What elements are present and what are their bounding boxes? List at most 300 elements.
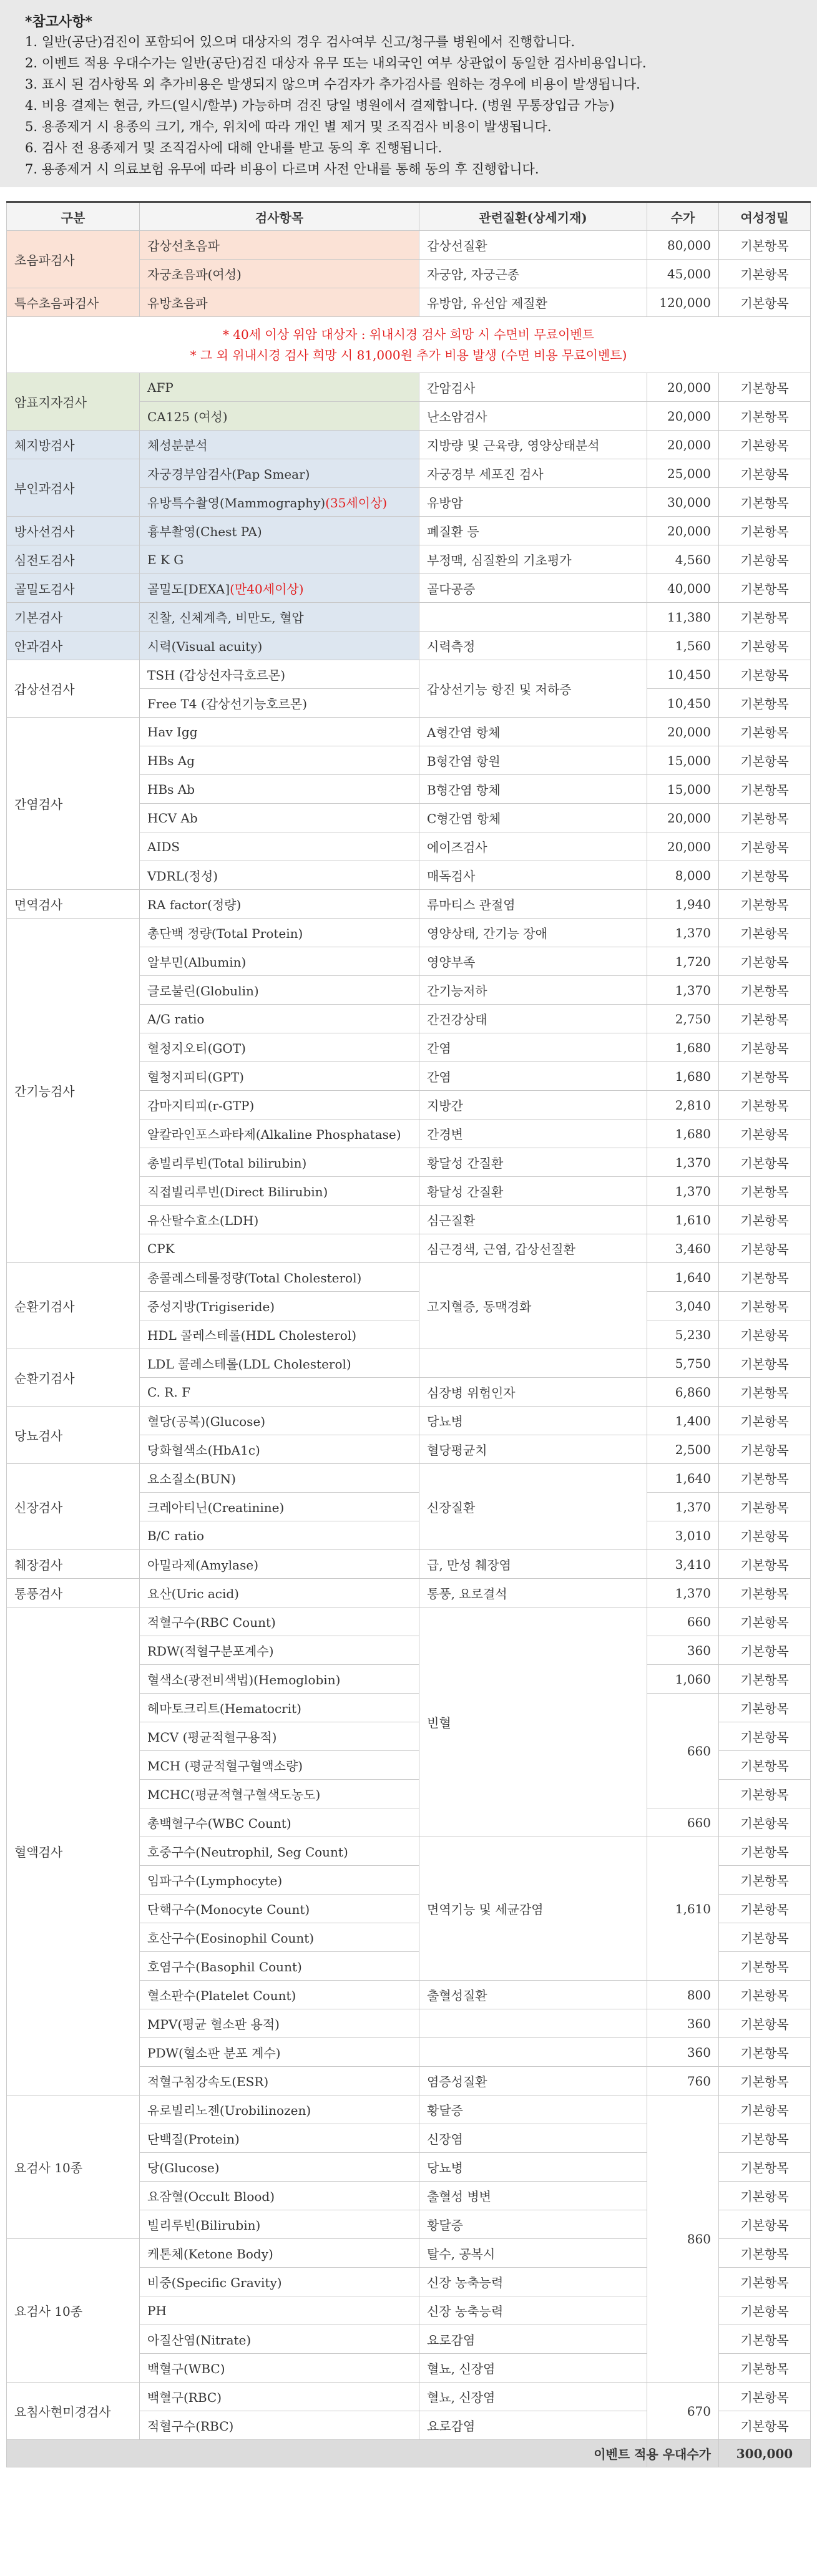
related-disease-cell [419, 1349, 647, 1378]
fee-cell: 3,010 [647, 1521, 719, 1550]
test-item-cell [140, 373, 419, 402]
table-row [7, 1550, 811, 1579]
basic-item-cell: 기본항목 [719, 775, 811, 804]
test-item-cell [140, 517, 419, 545]
basic-item-cell: 기본항목 [719, 2383, 811, 2411]
test-item-cell [140, 2411, 419, 2440]
category-cell: 간기능검사 [7, 919, 140, 1263]
fee-cell: 660 [647, 1608, 719, 1636]
category-cell: 간염검사 [7, 718, 140, 890]
test-item-cell [140, 1837, 419, 1866]
fee-cell: 1,610 [647, 1206, 719, 1234]
notice-row [7, 317, 811, 373]
related-disease-cell: B형간염 항원 [419, 746, 647, 775]
test-item-name: A/G ratio [147, 1011, 205, 1027]
test-item-cell [140, 1923, 419, 1952]
related-disease-cell: 지방간 [419, 1091, 647, 1120]
test-item-name: 골밀도[DEXA] [147, 582, 230, 597]
related-disease-cell: 간기능저하 [419, 976, 647, 1005]
fee-cell: 3,460 [647, 1234, 719, 1263]
basic-item-cell: 기본항목 [719, 1866, 811, 1895]
category-cell: 체지방검사 [7, 431, 140, 459]
related-disease-cell: 에이즈검사 [419, 832, 647, 861]
test-item-cell [140, 603, 419, 632]
table-row [7, 459, 811, 488]
related-disease-cell: B형간염 항체 [419, 775, 647, 804]
test-item-cell [140, 2038, 419, 2067]
basic-item-cell: 기본항목 [719, 1005, 811, 1033]
fee-cell: 1,060 [647, 1665, 719, 1694]
basic-item-cell: 기본항목 [719, 2239, 811, 2268]
fee-cell: 1,370 [647, 1493, 719, 1521]
basic-item-cell: 기본항목 [719, 1292, 811, 1320]
basic-item-cell: 기본항목 [719, 832, 811, 861]
test-item-cell [140, 1033, 419, 1062]
test-item-cell [140, 1751, 419, 1780]
related-disease-cell: C형간염 항체 [419, 804, 647, 832]
test-item-cell [140, 1981, 419, 2009]
basic-item-cell: 기본항목 [719, 1694, 811, 1722]
basic-item-cell: 기본항목 [719, 1579, 811, 1608]
test-item-cell [140, 804, 419, 832]
test-item-cell [140, 574, 419, 603]
test-item-name: 적혈구수(RBC Count) [147, 1615, 276, 1630]
exam-table-body [7, 202, 811, 2467]
related-disease-cell [419, 2009, 647, 2038]
basic-item-cell: 기본항목 [719, 1751, 811, 1780]
test-item-name: 갑상선초음파 [147, 238, 220, 253]
basic-item-cell: 기본항목 [719, 1378, 811, 1407]
test-item-cell [140, 1062, 419, 1091]
test-item-name: 혈청지피티(GPT) [147, 1070, 244, 1085]
basic-item-cell: 기본항목 [719, 1665, 811, 1694]
test-item-name: 호산구수(Eosinophil Count) [147, 1931, 315, 1946]
category-cell: 심전도검사 [7, 545, 140, 574]
test-item-name: 아밀라제(Amylase) [147, 1558, 259, 1573]
test-item-name: 체성분분석 [147, 438, 208, 453]
test-item-cell [140, 1292, 419, 1320]
note-line: 7. 용종제거 시 의료보험 유무에 따라 비용이 다르며 사전 안내를 통해 동의 후 진행합니다. [25, 162, 539, 177]
fee-cell: 1,400 [647, 1407, 719, 1435]
test-item-name: 유방특수촬영(Mammography) [147, 495, 326, 510]
header-fee: 수가 [647, 202, 719, 231]
basic-item-cell: 기본항목 [719, 1120, 811, 1148]
category-cell: 방사선검사 [7, 517, 140, 545]
header-related-disease: 관련질환(상세기재) [419, 202, 647, 231]
footer-total: 300,000 [719, 2440, 811, 2467]
test-item-cell [140, 976, 419, 1005]
note-line: 4. 비용 결제는 현금, 카드(일시/할부) 가능하며 검진 당일 병원에서 결제합니다. (병원 무통장입금 가능) [25, 98, 615, 113]
related-disease-cell: 갑상선질환 [419, 231, 647, 260]
related-disease-cell: 간염 [419, 1033, 647, 1062]
table-footer-row [7, 2440, 811, 2467]
basic-item-cell: 기본항목 [719, 288, 811, 317]
basic-item-cell: 기본항목 [719, 1206, 811, 1234]
category-cell: 부인과검사 [7, 459, 140, 517]
related-disease-cell: 신장염 [419, 2124, 647, 2153]
exam-price-table [6, 201, 811, 2467]
basic-item-cell: 기본항목 [719, 459, 811, 488]
basic-item-cell: 기본항목 [719, 1234, 811, 1263]
basic-item-cell: 기본항목 [719, 804, 811, 832]
basic-item-cell: 기본항목 [719, 2038, 811, 2067]
basic-item-cell: 기본항목 [719, 1062, 811, 1091]
fee-cell: 15,000 [647, 775, 719, 804]
test-item-cell [140, 1694, 419, 1722]
related-disease-cell: 출혈성 병변 [419, 2182, 647, 2210]
test-item-cell [140, 1636, 419, 1665]
test-item-cell [140, 488, 419, 517]
test-item-cell [140, 2296, 419, 2325]
basic-item-cell: 기본항목 [719, 2095, 811, 2124]
table-row [7, 517, 811, 545]
test-item-cell [140, 1177, 419, 1206]
table-row [7, 1407, 811, 1435]
test-item-cell [140, 1579, 419, 1608]
basic-item-cell: 기본항목 [719, 2182, 811, 2210]
test-item-name: 케톤체(Ketone Body) [147, 2247, 273, 2261]
test-item-name: 총콜레스테롤정량(Total Cholesterol) [147, 1271, 362, 1286]
basic-item-cell: 기본항목 [719, 2153, 811, 2182]
related-disease-cell: 난소암검사 [419, 402, 647, 431]
test-item-cell [140, 459, 419, 488]
test-item-cell [140, 1608, 419, 1636]
test-item-cell [140, 231, 419, 260]
test-item-name: 알부민(Albumin) [147, 955, 247, 970]
test-item-name: 혈소판수(Platelet Count) [147, 1988, 296, 2003]
test-item-name: 총단백 정량(Total Protein) [147, 926, 303, 941]
test-item-cell [140, 2067, 419, 2095]
test-item-name: 당화혈색소(HbA1c) [147, 1443, 260, 1458]
basic-item-cell: 기본항목 [719, 861, 811, 890]
related-disease-cell: 자궁암, 자궁근종 [419, 260, 647, 288]
test-item-cell [140, 832, 419, 861]
basic-item-cell: 기본항목 [719, 1091, 811, 1120]
related-disease-cell: 지방량 및 근육량, 영양상태분석 [419, 431, 647, 459]
test-item-name: E K G [147, 552, 184, 567]
test-item-cell [140, 1120, 419, 1148]
related-disease-cell [419, 603, 647, 632]
table-row [7, 231, 811, 260]
basic-item-cell: 기본항목 [719, 2296, 811, 2325]
basic-item-cell: 기본항목 [719, 1407, 811, 1435]
basic-item-cell: 기본항목 [719, 1148, 811, 1177]
related-disease-cell: 간염 [419, 1062, 647, 1091]
basic-item-cell: 기본항목 [719, 2210, 811, 2239]
test-item-cell [140, 1407, 419, 1435]
test-item-cell [140, 746, 419, 775]
fee-cell: 3,410 [647, 1550, 719, 1579]
basic-item-cell: 기본항목 [719, 2325, 811, 2354]
test-item-name: Free T4 (갑상선기능호르몬) [147, 696, 308, 711]
fee-cell: 45,000 [647, 260, 719, 288]
related-disease-cell: 간암검사 [419, 373, 647, 402]
related-disease-cell: 혈뇨, 신장염 [419, 2354, 647, 2383]
test-item-name: 총빌리루빈(Total bilirubin) [147, 1156, 307, 1171]
test-item-name: 유방초음파 [147, 296, 208, 311]
test-item-cell [140, 2325, 419, 2354]
test-item-name: 흉부촬영(Chest PA) [147, 524, 262, 539]
test-item-name: 직접빌리루빈(Direct Bilirubin) [147, 1184, 328, 1199]
related-disease-cell [419, 2038, 647, 2067]
test-item-name: 중성지방(Trigiseride) [147, 1299, 275, 1314]
basic-item-cell: 기본항목 [719, 1550, 811, 1579]
related-disease-cell: 출혈성질환 [419, 1981, 647, 2009]
test-item-name: 혈색소(광전비색법)(Hemoglobin) [147, 1672, 341, 1687]
related-disease-cell: 심근질환 [419, 1206, 647, 1234]
test-item-name: 요잠혈(Occult Blood) [147, 2189, 275, 2204]
basic-item-cell: 기본항목 [719, 947, 811, 976]
test-item-cell [140, 718, 419, 746]
related-disease-cell: 당뇨병 [419, 2153, 647, 2182]
table-row [7, 574, 811, 603]
basic-item-cell: 기본항목 [719, 1464, 811, 1493]
category-cell: 신장검사 [7, 1464, 140, 1550]
basic-item-cell: 기본항목 [719, 1521, 811, 1550]
related-disease-cell: 시력측정 [419, 632, 647, 660]
related-disease-cell: 염증성질환 [419, 2067, 647, 2095]
related-disease-cell: 간건강상태 [419, 1005, 647, 1033]
test-item-name: 글로불린(Globulin) [147, 983, 259, 998]
test-item-name: CPK [147, 1241, 175, 1256]
test-item-cell [140, 2182, 419, 2210]
basic-item-cell: 기본항목 [719, 1722, 811, 1751]
basic-item-cell: 기본항목 [719, 603, 811, 632]
category-cell: 암표지자검사 [7, 373, 140, 431]
related-disease-cell: 신장 농축능력 [419, 2296, 647, 2325]
category-cell: 요검사 10종 [7, 2095, 140, 2239]
test-item-name: C. R. F [147, 1384, 190, 1400]
test-item-cell [140, 2009, 419, 2038]
fee-cell: 80,000 [647, 231, 719, 260]
category-cell: 특수초음파검사 [7, 288, 140, 317]
test-item-name: 임파구수(Lymphocyte) [147, 1873, 283, 1888]
test-item-name: PH [147, 2303, 167, 2318]
test-item-cell [140, 2239, 419, 2268]
test-item-name: AIDS [147, 839, 180, 854]
fee-cell: 1,560 [647, 632, 719, 660]
table-row [7, 603, 811, 632]
category-cell: 초음파검사 [7, 231, 140, 288]
basic-item-cell: 기본항목 [719, 260, 811, 288]
test-item-name: HDL 콜레스테롤(HDL Cholesterol) [147, 1328, 357, 1343]
test-item-name: PDW(혈소판 분포 계수) [147, 2046, 281, 2061]
fee-cell: 1,370 [647, 1148, 719, 1177]
fee-cell: 1,370 [647, 1177, 719, 1206]
footer-spacer [7, 2440, 647, 2467]
basic-item-cell: 기본항목 [719, 1493, 811, 1521]
fee-cell: 11,380 [647, 603, 719, 632]
test-item-name: MCHC(평균적혈구혈색도농도) [147, 1787, 321, 1802]
related-disease-cell: 요로감염 [419, 2325, 647, 2354]
fee-cell: 4,560 [647, 545, 719, 574]
test-item-name: RDW(적혈구분포계수) [147, 1644, 274, 1659]
category-cell: 안과검사 [7, 632, 140, 660]
test-item-cell [140, 1722, 419, 1751]
test-item-cell [140, 689, 419, 718]
test-item-name: 백혈구(RBC) [147, 2390, 222, 2405]
table-row [7, 1349, 811, 1378]
test-item-name: 유산탈수효소(LDH) [147, 1213, 259, 1228]
related-disease-cell: 면역기능 및 세균감염 [419, 1837, 647, 1981]
fee-cell: 1,680 [647, 1062, 719, 1091]
related-disease-cell: 부정맥, 심질환의 기초평가 [419, 545, 647, 574]
test-item-cell [140, 1234, 419, 1263]
related-disease-cell: 혈뇨, 신장염 [419, 2383, 647, 2411]
test-item-name: 크레아티닌(Creatinine) [147, 1500, 285, 1515]
category-cell: 기본검사 [7, 603, 140, 632]
fee-cell: 360 [647, 1636, 719, 1665]
fee-cell: 10,450 [647, 660, 719, 689]
test-item-name: LDL 콜레스테롤(LDL Cholesterol) [147, 1357, 351, 1372]
test-item-cell [140, 660, 419, 689]
test-item-name: MPV(평균 혈소판 용적) [147, 2017, 280, 2032]
related-disease-cell: 당뇨병 [419, 1407, 647, 1435]
fee-cell: 8,000 [647, 861, 719, 890]
test-item-name: AFP [147, 379, 174, 395]
fee-cell: 1,940 [647, 890, 719, 919]
notice-line: * 40세 이상 위암 대상자 : 위내시경 검사 희망 시 수면비 무료이벤트 [222, 326, 595, 342]
test-item-name: TSH (갑상선자극호르몬) [147, 668, 286, 683]
test-item-name: CA125 (여성) [147, 409, 228, 424]
related-disease-cell: 류마티스 관절염 [419, 890, 647, 919]
basic-item-cell: 기본항목 [719, 1435, 811, 1464]
test-item-cell [140, 1148, 419, 1177]
category-cell: 순환기검사 [7, 1263, 140, 1349]
test-item-cell [140, 2354, 419, 2383]
fee-cell: 1,370 [647, 919, 719, 947]
note-line: 2. 이벤트 적용 우대수가는 일반(공단)검진 대상자 유무 또는 내외국인 여부 상관없이 동일한 검사비용입니다. [25, 56, 647, 71]
table-row [7, 1464, 811, 1493]
test-item-name: 백혈구(WBC) [147, 2361, 225, 2376]
related-disease-cell: 골다공증 [419, 574, 647, 603]
test-item-name: 자궁경부암검사(Pap Smear) [147, 467, 310, 482]
basic-item-cell: 기본항목 [719, 1320, 811, 1349]
test-item-name: 진찰, 신체계측, 비만도, 혈압 [147, 610, 304, 625]
basic-item-cell: 기본항목 [719, 890, 811, 919]
test-item-cell [140, 1808, 419, 1837]
test-item-name: 시력(Visual acuity) [147, 639, 263, 654]
basic-item-cell: 기본항목 [719, 1895, 811, 1923]
test-item-cell [140, 1895, 419, 1923]
test-item-name: 혈청지오티(GOT) [147, 1041, 246, 1056]
table-row [7, 919, 811, 947]
basic-item-cell: 기본항목 [719, 2124, 811, 2153]
fee-cell: 1,640 [647, 1464, 719, 1493]
table-row [7, 632, 811, 660]
fee-cell: 20,000 [647, 517, 719, 545]
related-disease-cell: 요로감염 [419, 2411, 647, 2440]
category-cell: 통풍검사 [7, 1579, 140, 1608]
fee-cell: 860 [647, 2095, 719, 2383]
table-row [7, 545, 811, 574]
related-disease-cell: 유방암 [419, 488, 647, 517]
basic-item-cell: 기본항목 [719, 2067, 811, 2095]
fee-cell: 1,640 [647, 1263, 719, 1292]
test-item-cell [140, 1349, 419, 1378]
test-item-name: MCH (평균적혈구혈액소량) [147, 1759, 303, 1773]
basic-item-cell: 기본항목 [719, 1349, 811, 1378]
related-disease-cell: 심근경색, 근염, 갑상선질환 [419, 1234, 647, 1263]
category-cell: 요침사현미경검사 [7, 2383, 140, 2440]
notes-title: *참고사항* [25, 14, 93, 30]
basic-item-cell: 기본항목 [719, 1033, 811, 1062]
related-disease-cell: 갑상선기능 항진 및 저하증 [419, 660, 647, 718]
fee-cell: 800 [647, 1981, 719, 2009]
basic-item-cell: 기본항목 [719, 1608, 811, 1636]
category-cell: 혈액검사 [7, 1608, 140, 2095]
test-item-name: RA factor(정량) [147, 897, 242, 912]
fee-cell: 20,000 [647, 718, 719, 746]
note-line: 3. 표시 된 검사항목 외 추가비용은 발생되지 않으며 수검자가 추가검사를 원하는 경우에 비용이 발생됩니다. [25, 77, 640, 92]
note-line: 6. 검사 전 용종제거 및 조직검사에 대해 안내를 받고 동의 후 진행됩니다. [25, 140, 443, 155]
test-item-name: 적혈구침강속도(ESR) [147, 2074, 269, 2089]
test-item-cell [140, 2210, 419, 2239]
related-disease-cell: 혈당평균치 [419, 1435, 647, 1464]
age-condition-note: (만40세이상) [230, 582, 304, 597]
basic-item-cell: 기본항목 [719, 1808, 811, 1837]
table-row [7, 1608, 811, 1636]
related-disease-cell: 황달성 간질환 [419, 1148, 647, 1177]
test-item-cell [140, 1952, 419, 1981]
related-disease-cell: 황달증 [419, 2210, 647, 2239]
basic-item-cell: 기본항목 [719, 402, 811, 431]
related-disease-cell: 신장질환 [419, 1464, 647, 1550]
test-item-name: 알칼라인포스파타제(Alkaline Phosphatase) [147, 1127, 401, 1142]
related-disease-cell: 심장병 위험인자 [419, 1378, 647, 1407]
basic-item-cell: 기본항목 [719, 1952, 811, 1981]
test-item-name: HBs Ag [147, 753, 195, 768]
fee-cell: 20,000 [647, 373, 719, 402]
category-cell: 면역검사 [7, 890, 140, 919]
table-row [7, 373, 811, 402]
related-disease-cell: 탈수, 공복시 [419, 2239, 647, 2268]
basic-item-cell: 기본항목 [719, 1923, 811, 1952]
fee-cell: 30,000 [647, 488, 719, 517]
basic-item-cell: 기본항목 [719, 1636, 811, 1665]
test-item-name: 호염구수(Basophil Count) [147, 1959, 302, 1974]
test-item-name: 혈당(공복)(Glucose) [147, 1414, 266, 1429]
fee-cell: 15,000 [647, 746, 719, 775]
age-condition-note: (35세이상) [325, 495, 388, 510]
test-item-name: HBs Ab [147, 781, 195, 797]
note-line: 1. 일반(공단)검진이 포함되어 있으며 대상자의 경우 검사여부 신고/청구를 병원에서 진행합니다. [25, 34, 575, 49]
header-female-detail: 여성정밀 [719, 202, 811, 231]
test-item-name: 요산(Uric acid) [147, 1586, 239, 1601]
related-disease-cell: 폐질환 등 [419, 517, 647, 545]
test-item-cell [140, 1378, 419, 1407]
basic-item-cell: 기본항목 [719, 517, 811, 545]
basic-item-cell: 기본항목 [719, 1263, 811, 1292]
test-item-name: 당(Glucose) [147, 2160, 220, 2175]
test-item-cell [140, 2095, 419, 2124]
related-disease-cell: 자궁경부 세포진 검사 [419, 459, 647, 488]
basic-item-cell: 기본항목 [719, 689, 811, 718]
fee-cell: 1,720 [647, 947, 719, 976]
test-item-name: 적혈구수(RBC) [147, 2419, 234, 2434]
fee-cell: 360 [647, 2009, 719, 2038]
test-item-cell [140, 2268, 419, 2296]
test-item-name: 비중(Specific Gravity) [147, 2275, 282, 2290]
test-item-cell [140, 2124, 419, 2153]
test-item-cell [140, 1780, 419, 1808]
test-item-cell [140, 1521, 419, 1550]
footer-label: 이벤트 적용 우대수가 [647, 2440, 719, 2467]
fee-cell: 1,370 [647, 1579, 719, 1608]
basic-item-cell: 기본항목 [719, 2411, 811, 2440]
related-disease-cell: 신장 농축능력 [419, 2268, 647, 2296]
fee-cell: 20,000 [647, 402, 719, 431]
